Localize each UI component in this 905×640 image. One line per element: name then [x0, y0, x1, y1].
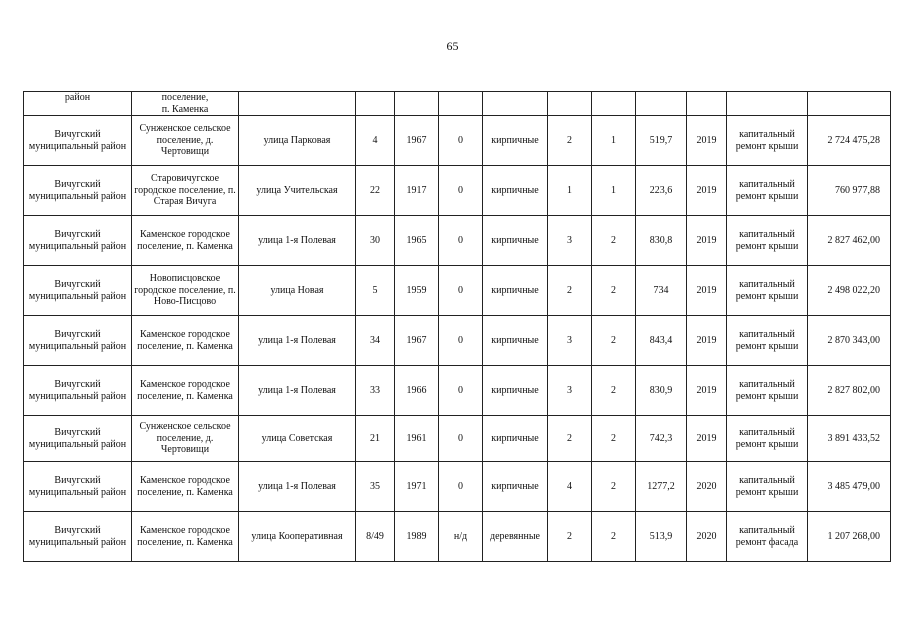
cell-district: Вичугский муниципальный район [24, 116, 132, 166]
cell-settlement: поселение, п. Каменка [132, 92, 239, 116]
cell-area: 843,4 [636, 316, 687, 366]
cell-entrances: 2 [592, 416, 636, 462]
cell-settlement: Старовичугское городское поселение, п. Старая Вичуга [132, 166, 239, 216]
cell-house [356, 92, 395, 116]
cell-cost: 3 891 433,52 [808, 416, 891, 462]
cell-street: улица Учительская [239, 166, 356, 216]
cell-year: 1967 [395, 116, 439, 166]
cell-wear: 0 [439, 316, 483, 366]
cell-year: 1967 [395, 316, 439, 366]
cell-street: улица 1-я Полевая [239, 316, 356, 366]
table-row-continuation [24, 92, 891, 116]
table-row [24, 512, 891, 562]
cell-settlement: Сунженское сельское поселение, д. Чертовищи [132, 416, 239, 462]
cell-work: капитальный ремонт крыши [727, 266, 808, 316]
cell-material: кирпичные [483, 462, 548, 512]
cell-cost: 3 485 479,00 [808, 462, 891, 512]
cell-district: Вичугский муниципальный район [24, 366, 132, 416]
cell-settlement: Каменское городское поселение, п. Каменка [132, 462, 239, 512]
cell-house: 35 [356, 462, 395, 512]
cell-plan-year: 2019 [687, 166, 727, 216]
cell-wear: 0 [439, 266, 483, 316]
cell-plan-year: 2020 [687, 462, 727, 512]
cell-house: 5 [356, 266, 395, 316]
cell-district: район [24, 92, 132, 116]
cell-house: 8/49 [356, 512, 395, 562]
cell-year: 1971 [395, 462, 439, 512]
cell-entrances: 2 [592, 366, 636, 416]
cell-plan-year: 2020 [687, 512, 727, 562]
cell-floors: 3 [548, 366, 592, 416]
cell-district: Вичугский муниципальный район [24, 266, 132, 316]
cell-street: улица Парковая [239, 116, 356, 166]
cell-wear: 0 [439, 366, 483, 416]
cell-wear: 0 [439, 166, 483, 216]
cell-area: 513,9 [636, 512, 687, 562]
cell-cost: 1 207 268,00 [808, 512, 891, 562]
cell-floors: 4 [548, 462, 592, 512]
cell-settlement: Каменское городское поселение, п. Каменка [132, 316, 239, 366]
cell-district: Вичугский муниципальный район [24, 416, 132, 462]
cell-floors: 2 [548, 416, 592, 462]
table-row [24, 266, 891, 316]
cell-wear: 0 [439, 416, 483, 462]
cell-street: улица 1-я Полевая [239, 366, 356, 416]
cell-cost: 2 724 475,28 [808, 116, 891, 166]
cell-year: 1917 [395, 166, 439, 216]
cell-plan-year: 2019 [687, 116, 727, 166]
cell-floors: 2 [548, 266, 592, 316]
cell-settlement: Каменское городское поселение, п. Каменка [132, 216, 239, 266]
cell-settlement: Каменское городское поселение, п. Каменка [132, 512, 239, 562]
cell-cost: 2 827 462,00 [808, 216, 891, 266]
cell-area [636, 92, 687, 116]
cell-floors: 2 [548, 512, 592, 562]
cell-street: улица Кооперативная [239, 512, 356, 562]
cell-year: 1989 [395, 512, 439, 562]
table-row [24, 216, 891, 266]
cell-work: капитальный ремонт крыши [727, 462, 808, 512]
cell-wear: 0 [439, 116, 483, 166]
page-number: 65 [446, 39, 459, 53]
cell-house: 33 [356, 366, 395, 416]
cell-material [483, 92, 548, 116]
table-row [24, 316, 891, 366]
cell-house: 34 [356, 316, 395, 366]
cell-work: капитальный ремонт крыши [727, 316, 808, 366]
cell-house: 21 [356, 416, 395, 462]
cell-house: 30 [356, 216, 395, 266]
cell-street [239, 92, 356, 116]
cell-year: 1966 [395, 366, 439, 416]
cell-entrances: 2 [592, 316, 636, 366]
cell-work: капитальный ремонт крыши [727, 416, 808, 462]
cell-floors: 3 [548, 216, 592, 266]
cell-plan-year: 2019 [687, 216, 727, 266]
cell-material: деревянные [483, 512, 548, 562]
table-row [24, 116, 891, 166]
cell-material: кирпичные [483, 116, 548, 166]
cell-settlement: Сунженское сельское поселение, д. Чертовищи [132, 116, 239, 166]
cell-wear: 0 [439, 462, 483, 512]
cell-work: капитальный ремонт крыши [727, 166, 808, 216]
cell-entrances: 2 [592, 512, 636, 562]
cell-area: 830,9 [636, 366, 687, 416]
cell-work: капитальный ремонт крыши [727, 116, 808, 166]
cell-area: 742,3 [636, 416, 687, 462]
table-row [24, 166, 891, 216]
cell-district: Вичугский муниципальный район [24, 316, 132, 366]
cell-street: улица Советская [239, 416, 356, 462]
cell-district: Вичугский муниципальный район [24, 462, 132, 512]
cell-area: 223,6 [636, 166, 687, 216]
cell-wear: н/д [439, 512, 483, 562]
cell-entrances: 2 [592, 266, 636, 316]
table-row [24, 462, 891, 512]
table-row [24, 416, 891, 462]
cell-year: 1961 [395, 416, 439, 462]
cell-house: 4 [356, 116, 395, 166]
cell-material: кирпичные [483, 416, 548, 462]
cell-floors: 2 [548, 116, 592, 166]
cell-entrances: 1 [592, 166, 636, 216]
cell-year [395, 92, 439, 116]
cell-entrances: 2 [592, 216, 636, 266]
cell-area: 830,8 [636, 216, 687, 266]
cell-entrances: 2 [592, 462, 636, 512]
cell-work: капитальный ремонт фасада [727, 512, 808, 562]
cell-area: 1277,2 [636, 462, 687, 512]
cell-floors: 1 [548, 166, 592, 216]
cell-cost: 760 977,88 [808, 166, 891, 216]
table-row [24, 366, 891, 416]
cell-material: кирпичные [483, 216, 548, 266]
cell-entrances [592, 92, 636, 116]
cell-area: 734 [636, 266, 687, 316]
cell-settlement: Новописцовское городское поселение, п. Ново-Писцово [132, 266, 239, 316]
cell-house: 22 [356, 166, 395, 216]
cell-plan-year [687, 92, 727, 116]
cell-cost: 2 827 802,00 [808, 366, 891, 416]
cell-area: 519,7 [636, 116, 687, 166]
capital-repair-table [23, 91, 891, 562]
cell-district: Вичугский муниципальный район [24, 166, 132, 216]
cell-work: капитальный ремонт крыши [727, 216, 808, 266]
cell-settlement: Каменское городское поселение, п. Каменка [132, 366, 239, 416]
cell-year: 1959 [395, 266, 439, 316]
cell-material: кирпичные [483, 366, 548, 416]
cell-street: улица Новая [239, 266, 356, 316]
cell-work: капитальный ремонт крыши [727, 366, 808, 416]
cell-material: кирпичные [483, 166, 548, 216]
cell-cost: 2 498 022,20 [808, 266, 891, 316]
cell-wear: 0 [439, 216, 483, 266]
cell-wear [439, 92, 483, 116]
cell-year: 1965 [395, 216, 439, 266]
cell-material: кирпичные [483, 316, 548, 366]
cell-cost: 2 870 343,00 [808, 316, 891, 366]
cell-street: улица 1-я Полевая [239, 216, 356, 266]
cell-material: кирпичные [483, 266, 548, 316]
cell-plan-year: 2019 [687, 366, 727, 416]
cell-work [727, 92, 808, 116]
cell-plan-year: 2019 [687, 266, 727, 316]
cell-plan-year: 2019 [687, 316, 727, 366]
cell-floors [548, 92, 592, 116]
cell-street: улица 1-я Полевая [239, 462, 356, 512]
cell-plan-year: 2019 [687, 416, 727, 462]
cell-district: Вичугский муниципальный район [24, 512, 132, 562]
cell-entrances: 1 [592, 116, 636, 166]
cell-floors: 3 [548, 316, 592, 366]
cell-district: Вичугский муниципальный район [24, 216, 132, 266]
cell-cost [808, 92, 891, 116]
